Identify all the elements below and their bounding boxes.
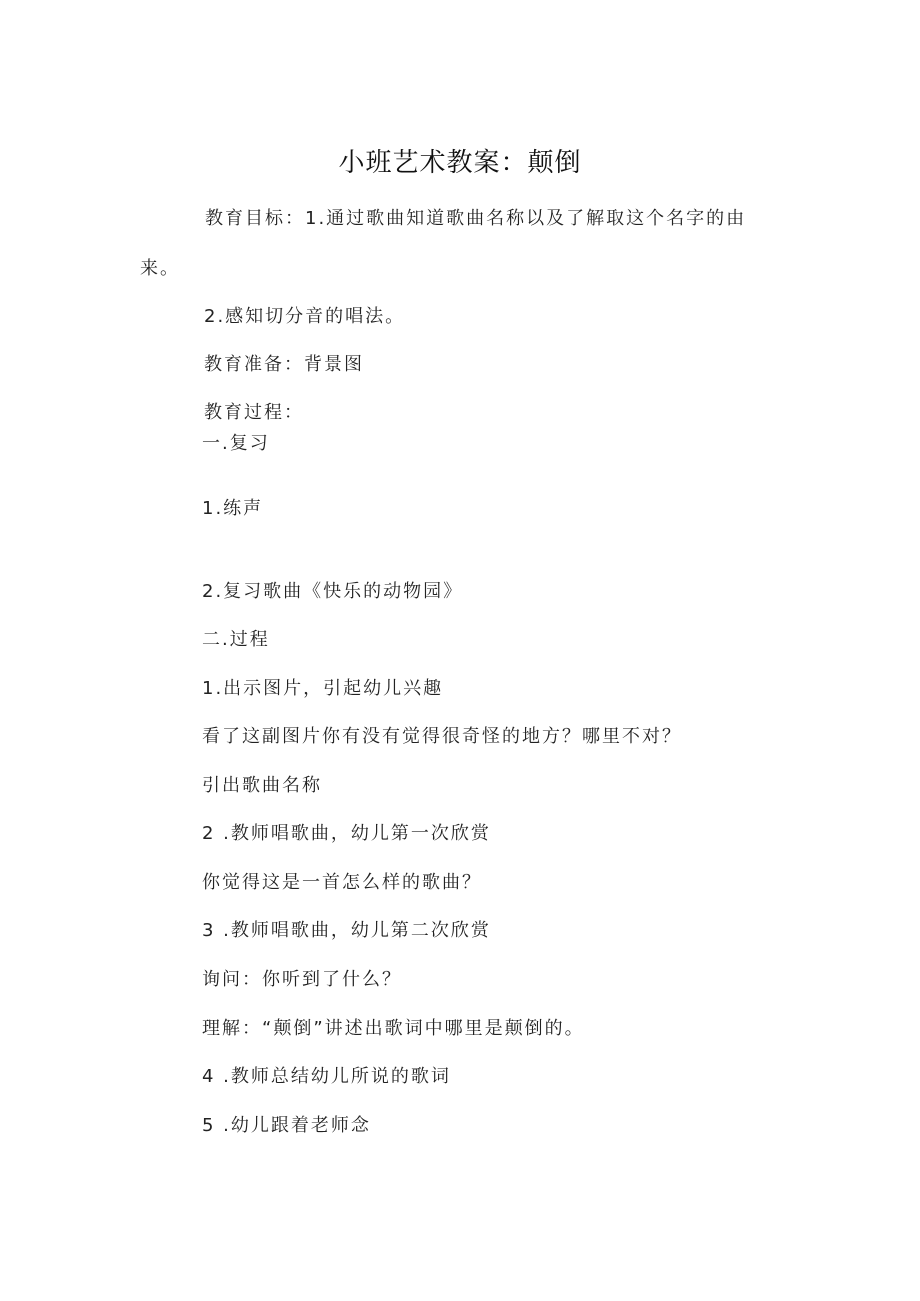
goal-line-1: 教育目标：1.通过歌曲知道歌曲名称以及了解取这个名字的由 [205, 208, 747, 229]
process-question-2: 你觉得这是一首怎么样的歌曲？ [202, 872, 482, 893]
process-item-1: 1.出示图片，引起幼儿兴趣 [202, 678, 444, 699]
review-item-2: 2.复习歌曲《快乐的动物园》 [202, 581, 464, 602]
process-heading: 教育过程： [204, 402, 304, 423]
page-title: 小班艺术教案：颠倒 [338, 148, 582, 178]
goal-line-2: 来。 [140, 258, 180, 279]
section-process-heading: 二.过程 [202, 629, 270, 650]
process-note-1: 引出歌曲名称 [202, 775, 322, 796]
goal-item-2: 2.感知切分音的唱法。 [204, 306, 406, 327]
process-item-3: 3 .教师唱歌曲，幼儿第二次欣赏 [202, 920, 491, 941]
process-item-4: 4 .教师总结幼儿所说的歌词 [202, 1066, 451, 1087]
process-note-2: 理解：“颠倒”讲述出歌词中哪里是颠倒的。 [202, 1018, 585, 1039]
process-item-2: 2 .教师唱歌曲，幼儿第一次欣赏 [202, 823, 491, 844]
preparation-line: 教育准备：背景图 [204, 354, 364, 375]
process-question-1: 看了这副图片你有没有觉得很奇怪的地方？哪里不对？ [202, 726, 682, 747]
process-item-5: 5 .幼儿跟着老师念 [202, 1115, 371, 1136]
process-question-3: 询问：你听到了什么？ [202, 969, 402, 990]
section-review-heading: 一.复习 [202, 433, 270, 454]
review-item-1: 1.练声 [202, 498, 264, 519]
